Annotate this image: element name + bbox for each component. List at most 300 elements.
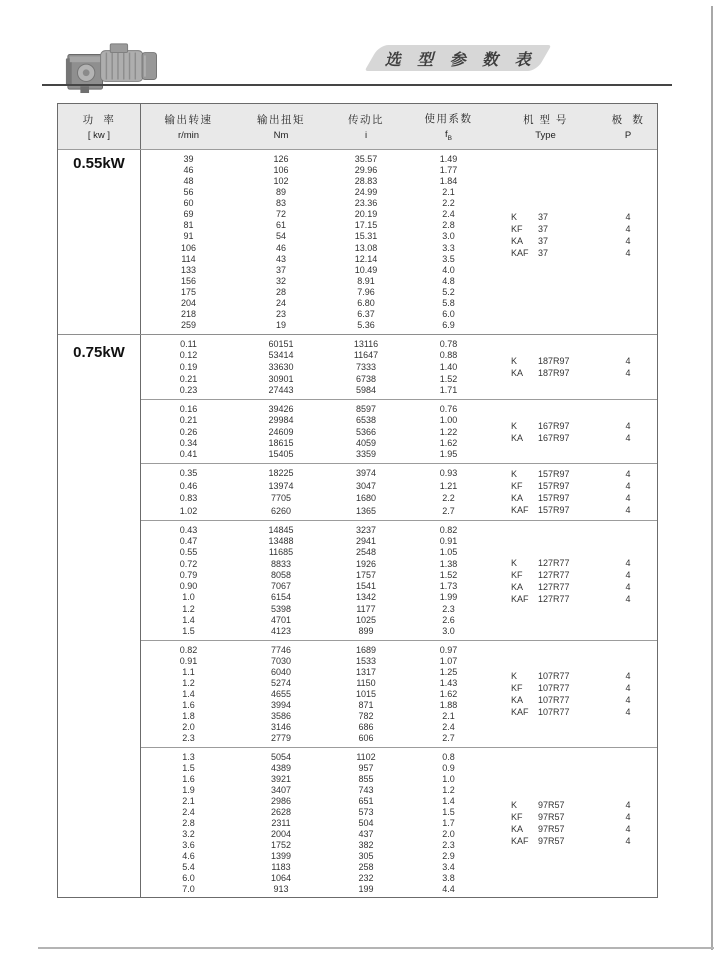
output-torque-value: 4701	[270, 615, 292, 626]
service-factor-value: 1.71	[439, 385, 458, 396]
output-torque-value: 126	[273, 153, 289, 164]
header-poles: 极 数 P	[611, 114, 645, 141]
service-factor-value: 4.8	[442, 275, 455, 286]
page-edge-line-bottom	[38, 947, 714, 949]
output-torque-value: 18225	[268, 468, 294, 479]
output-torque-value: 1064	[270, 872, 292, 883]
model-types-block	[491, 335, 656, 399]
service-factor-value: 0.9	[442, 762, 455, 773]
table-body	[58, 150, 657, 897]
gear-motor-photo	[64, 38, 170, 96]
service-factor-value: 4.4	[442, 883, 455, 894]
service-factor-value: 2.3	[442, 839, 455, 850]
output-torque-value: 4123	[270, 626, 292, 637]
ratio-value: 2941	[355, 535, 377, 546]
output-speed-value: 0.90	[179, 581, 198, 592]
model-type-value: KA 37	[511, 236, 549, 246]
service-factor-value: 4.0	[442, 264, 455, 275]
output-speed-value: 1.2	[182, 603, 195, 614]
poles-value: 4	[625, 569, 631, 580]
output-torque-value: 5274	[270, 677, 292, 688]
model-types-block	[491, 400, 656, 463]
output-speed-value: 0.16	[179, 403, 198, 414]
output-speed-value: 0.41	[179, 449, 198, 460]
power-column-cell	[58, 335, 141, 897]
service-factor-value: 1.22	[439, 426, 458, 437]
poles-value: 4	[625, 581, 631, 592]
output-speed-value: 0.72	[179, 558, 198, 569]
service-factor-value: 2.7	[442, 733, 455, 744]
output-speed-value: 0.34	[179, 437, 198, 448]
model-type-row	[491, 670, 656, 682]
output-speed-value: 106	[180, 242, 197, 253]
ratio-value: 573	[358, 806, 374, 817]
selection-parameter-table	[57, 103, 658, 898]
output-torque-value: 4655	[270, 688, 292, 699]
output-torque-value: 18615	[268, 437, 294, 448]
service-factor-value: 2.2	[442, 493, 455, 504]
poles-value: 4	[625, 420, 631, 431]
power-rating-label: 0.55kW	[73, 155, 125, 172]
model-type-row	[491, 468, 656, 480]
power-rating-label: 0.75kW	[73, 344, 125, 361]
output-torque-value: 5054	[270, 751, 292, 762]
output-speed-value: 1.4	[182, 688, 195, 699]
model-type-row	[491, 492, 656, 504]
ratio-value: 504	[358, 817, 374, 828]
output-speed-value: 0.35	[179, 468, 198, 479]
output-torque-value: 11685	[268, 547, 294, 558]
ratio-value: 1689	[355, 644, 377, 655]
output-speed-value: 2.3	[182, 733, 195, 744]
service-factor-value: 2.3	[442, 603, 455, 614]
page-edge-line-right	[711, 6, 713, 950]
service-factor-value: 1.43	[439, 677, 458, 688]
model-type-value: KF 107R77	[511, 683, 570, 693]
service-factor-value: 1.84	[439, 175, 458, 186]
ratio-value: 20.19	[354, 209, 378, 220]
output-speed-value: 0.46	[179, 480, 198, 491]
model-type-row	[491, 694, 656, 706]
output-speed-value: 2.0	[182, 722, 195, 733]
poles-value: 4	[625, 469, 631, 479]
model-type-value: K 127R77	[511, 557, 570, 568]
service-factor-value: 1.0	[442, 773, 455, 784]
ratio-value: 7.96	[357, 287, 375, 298]
poles-value: 4	[625, 505, 631, 515]
ratio-value: 855	[358, 773, 374, 784]
poles-value: 4	[625, 707, 631, 717]
service-factor-value: 1.49	[439, 153, 458, 164]
output-speed-value: 1.5	[182, 626, 195, 637]
header-output-torque: 输出扭矩 Nm	[257, 114, 305, 141]
model-type-value: KAF 97R57	[511, 835, 565, 846]
ratio-value: 3974	[355, 468, 377, 479]
service-factor-value: 1.21	[439, 480, 458, 491]
model-type-row	[491, 480, 656, 492]
service-factor-value: 2.7	[442, 505, 455, 516]
model-type-row	[491, 682, 656, 694]
output-torque-value: 32	[275, 275, 286, 286]
poles-value: 4	[625, 823, 631, 834]
ratio-value: 957	[358, 762, 374, 773]
output-speed-value: 0.82	[179, 644, 198, 655]
ratio-value: 258	[358, 861, 374, 872]
model-type-row	[491, 367, 656, 379]
ratio-value: 651	[358, 795, 374, 806]
service-factor-value: 3.4	[442, 861, 455, 872]
model-type-value: KAF 37	[511, 248, 549, 258]
model-type-row	[491, 799, 656, 811]
output-speed-value: 91	[183, 231, 194, 242]
output-speed-value: 81	[183, 220, 194, 231]
output-torque-value: 3921	[270, 773, 292, 784]
ratio-value: 437	[358, 828, 374, 839]
header-power: 功 率 [ kw ]	[58, 104, 141, 149]
power-section	[58, 150, 657, 334]
page-title: 选 型 参 数 表	[385, 51, 537, 69]
output-torque-value: 6154	[270, 592, 292, 603]
model-types-block	[491, 464, 656, 520]
output-speed-value: 7.0	[182, 883, 195, 894]
service-factor-value: 1.95	[439, 449, 458, 460]
model-type-value: KA 157R97	[511, 493, 570, 503]
model-type-value: KAF 127R77	[511, 593, 570, 604]
ratio-value: 199	[358, 883, 374, 894]
service-factor-value: 2.1	[442, 186, 455, 197]
output-speed-value: 218	[180, 309, 197, 320]
model-type-value: K 97R57	[511, 799, 565, 810]
output-torque-value: 24	[275, 298, 286, 309]
output-torque-value: 3994	[270, 700, 292, 711]
output-speed-value: 133	[180, 264, 197, 275]
ratio-value: 6738	[355, 373, 377, 384]
output-torque-value: 19	[275, 320, 286, 331]
service-factor-value: 0.91	[439, 535, 458, 546]
gear-motor-illustration	[64, 38, 170, 96]
ratio-value: 1025	[355, 615, 377, 626]
ratio-value: 1342	[355, 592, 377, 603]
section-content	[141, 335, 657, 897]
ratio-value: 13116	[353, 338, 379, 349]
ratio-value: 606	[358, 733, 374, 744]
service-factor-value: 0.78	[439, 338, 458, 349]
service-factor-value: 0.8	[442, 751, 455, 762]
ratio-value: 6.37	[357, 309, 375, 320]
service-factor-value: 1.05	[439, 547, 458, 558]
output-torque-value: 28	[275, 287, 286, 298]
output-speed-value: 0.12	[179, 350, 198, 361]
gear-size-group	[141, 335, 657, 399]
poles-value: 4	[625, 212, 631, 222]
ratio-value: 6.80	[357, 298, 375, 309]
model-type-value: KF 37	[511, 224, 549, 234]
gear-size-group	[141, 641, 657, 747]
ratio-value: 8.91	[357, 275, 375, 286]
ratio-value: 1757	[355, 569, 377, 580]
output-torque-value: 3407	[270, 784, 292, 795]
ratio-value: 6538	[355, 415, 377, 426]
model-type-value: KA 187R97	[511, 368, 570, 378]
ratio-value: 899	[358, 626, 374, 637]
ratio-value: 35.57	[354, 153, 378, 164]
model-type-row	[491, 504, 656, 516]
service-factor-value: 1.88	[439, 700, 458, 711]
service-factor-value: 1.7	[442, 817, 455, 828]
service-factor-value: 2.0	[442, 828, 455, 839]
output-speed-value: 3.6	[182, 839, 195, 850]
output-torque-value: 6260	[270, 505, 292, 516]
output-speed-value: 1.5	[182, 762, 195, 773]
ratio-value: 7333	[355, 362, 377, 372]
output-speed-value: 0.43	[179, 524, 198, 535]
service-factor-value: 0.97	[439, 644, 458, 655]
ratio-value: 686	[358, 722, 374, 733]
service-factor-value: 1.77	[439, 164, 458, 175]
ratio-value: 3047	[355, 480, 377, 491]
service-factor-value: 1.62	[439, 437, 458, 448]
model-type-value: K 187R97	[511, 356, 570, 366]
output-torque-value: 30901	[268, 373, 294, 384]
output-torque-value: 8058	[270, 569, 292, 580]
output-torque-value: 2779	[270, 733, 292, 744]
output-speed-value: 1.0	[182, 592, 195, 603]
output-torque-value: 13974	[268, 480, 294, 491]
output-speed-value: 60	[183, 198, 194, 209]
model-type-row	[491, 235, 656, 247]
output-speed-value: 1.02	[179, 505, 198, 516]
poles-value: 4	[625, 493, 631, 503]
model-type-row	[491, 811, 656, 823]
service-factor-value: 1.00	[439, 415, 458, 426]
gear-size-group	[141, 748, 657, 897]
output-speed-value: 56	[183, 186, 194, 197]
output-torque-value: 5398	[270, 603, 292, 614]
ratio-value: 12.14	[354, 253, 378, 264]
service-factor-value: 2.9	[442, 850, 455, 861]
output-speed-value: 0.23	[179, 385, 198, 396]
model-type-value: KF 157R97	[511, 481, 570, 491]
model-type-value: KAF 107R77	[511, 707, 570, 717]
output-speed-value: 1.9	[182, 784, 195, 795]
output-torque-value: 15405	[268, 449, 294, 460]
output-torque-value: 14845	[268, 524, 294, 535]
model-type-value: KAF 157R97	[511, 505, 570, 515]
model-type-value: K 167R97	[511, 420, 570, 431]
output-torque-value: 7705	[270, 493, 292, 504]
ratio-value: 29.96	[354, 164, 378, 175]
ratio-value: 743	[358, 784, 374, 795]
poles-value: 4	[625, 557, 631, 568]
ratio-value: 1926	[355, 558, 377, 569]
poles-value: 4	[625, 356, 631, 366]
output-torque-value: 3146	[270, 722, 292, 733]
poles-value: 4	[625, 224, 631, 234]
ratio-value: 305	[358, 850, 374, 861]
ratio-value: 2548	[355, 547, 377, 558]
output-torque-value: 2004	[270, 828, 292, 839]
ratio-value: 28.83	[354, 175, 378, 186]
output-speed-value: 1.3	[182, 751, 195, 762]
model-type-row	[491, 823, 656, 835]
gear-size-group	[141, 464, 657, 520]
poles-value: 4	[625, 248, 631, 258]
ratio-value: 5984	[355, 385, 377, 396]
output-speed-value: 1.6	[182, 700, 195, 711]
section-title-banner	[364, 45, 551, 71]
model-type-row	[491, 557, 656, 569]
model-types-block	[491, 143, 656, 327]
output-torque-value: 72	[275, 209, 286, 220]
output-torque-value: 1183	[271, 861, 291, 872]
ratio-value: 1533	[355, 655, 377, 666]
service-factor-value: 3.3	[442, 242, 455, 253]
output-torque-value: 2628	[270, 806, 292, 817]
model-type-row	[491, 593, 656, 605]
ratio-value: 1541	[355, 581, 377, 592]
output-torque-value: 106	[273, 164, 289, 175]
service-factor-value: 2.6	[442, 615, 455, 626]
ratio-value: 4059	[355, 437, 377, 448]
service-factor-value: 1.5	[442, 806, 455, 817]
service-factor-value: 1.52	[439, 569, 458, 580]
output-torque-value: 913	[273, 883, 289, 894]
model-type-value: KF 127R77	[511, 569, 570, 580]
ratio-value: 1177	[356, 603, 376, 614]
ratio-value: 1015	[355, 688, 377, 699]
output-torque-value: 24609	[268, 426, 294, 437]
output-torque-value: 2311	[271, 817, 291, 828]
ratio-value: 1102	[356, 751, 376, 762]
header-ratio: 传动比 i	[348, 114, 384, 141]
output-speed-value: 0.26	[179, 426, 198, 437]
poles-value: 4	[625, 432, 631, 443]
header-divider-rule	[42, 84, 672, 86]
ratio-value: 1365	[355, 505, 377, 516]
output-torque-value: 13488	[268, 535, 294, 546]
output-speed-value: 0.79	[179, 569, 198, 580]
service-factor-value: 1.07	[439, 655, 458, 666]
service-factor-value: 0.76	[439, 403, 458, 414]
ratio-value: 1317	[355, 666, 377, 677]
service-factor-value: 3.8	[442, 872, 455, 883]
gear-size-group	[141, 521, 657, 640]
service-factor-value: 2.4	[442, 209, 455, 220]
output-speed-value: 4.6	[182, 850, 195, 861]
model-type-row	[491, 355, 656, 367]
output-torque-value: 7067	[270, 581, 292, 592]
service-factor-value: 0.88	[439, 350, 458, 361]
output-speed-value: 0.91	[179, 655, 198, 666]
output-torque-value: 1399	[270, 850, 292, 861]
ratio-value: 24.99	[354, 186, 378, 197]
model-type-value: KA 107R77	[511, 695, 570, 705]
output-speed-value: 156	[180, 275, 197, 286]
output-speed-value: 175	[180, 287, 197, 298]
output-speed-value: 0.21	[179, 373, 198, 384]
service-factor-value: 1.25	[439, 666, 458, 677]
service-factor-value: 1.2	[442, 784, 455, 795]
output-speed-value: 0.47	[179, 535, 198, 546]
output-speed-value: 69	[183, 209, 194, 220]
model-type-row	[491, 569, 656, 581]
model-type-value: KA 97R57	[511, 823, 565, 834]
ratio-value: 23.36	[354, 198, 378, 209]
header-service-factor: 使用系数 $f_B$	[424, 113, 473, 142]
ratio-value: 5366	[355, 426, 377, 437]
output-speed-value: 2.1	[182, 795, 195, 806]
ratio-value: 3237	[355, 524, 377, 535]
service-factor-value: 1.52	[439, 373, 458, 384]
output-speed-value: 48	[183, 175, 194, 186]
output-speed-value: 2.8	[182, 817, 195, 828]
output-torque-value: 37	[275, 264, 286, 275]
ratio-value: 3359	[355, 449, 377, 460]
output-speed-value: 6.0	[182, 872, 195, 883]
gear-size-group	[141, 150, 657, 334]
ratio-value: 17.15	[354, 220, 378, 231]
output-speed-value: 0.11	[180, 338, 197, 349]
output-torque-value: 6040	[270, 666, 292, 677]
poles-value: 4	[625, 683, 631, 693]
power-column-cell	[58, 150, 141, 334]
output-torque-value: 54	[275, 231, 286, 242]
ratio-value: 382	[358, 839, 374, 850]
model-type-value: KA 167R97	[511, 432, 570, 443]
output-speed-value: 0.83	[179, 493, 198, 504]
output-speed-value: 46	[183, 164, 194, 175]
output-torque-value: 27443	[268, 385, 294, 396]
output-speed-value: 1.6	[182, 773, 195, 784]
output-torque-value: 7746	[270, 644, 292, 655]
poles-value: 4	[625, 593, 631, 604]
service-factor-value: 1.62	[439, 688, 458, 699]
output-speed-value: 204	[180, 298, 197, 309]
output-torque-value: 2986	[270, 795, 292, 806]
model-type-row	[491, 420, 656, 432]
output-torque-value: 43	[275, 253, 286, 264]
model-types-block	[491, 748, 656, 897]
service-factor-value: 2.2	[442, 198, 455, 209]
ratio-value: 782	[358, 711, 374, 722]
output-torque-value: 102	[273, 175, 289, 186]
ratio-value: 13.08	[354, 242, 378, 253]
output-torque-value: 39426	[268, 403, 294, 414]
model-type-row	[491, 432, 656, 444]
ratio-value: 10.49	[354, 264, 378, 275]
output-torque-value: 89	[275, 186, 286, 197]
poles-value: 4	[625, 695, 631, 705]
model-type-value: KF 97R57	[511, 811, 565, 822]
model-types-block	[491, 521, 656, 640]
service-factor-value: 6.0	[442, 309, 455, 320]
output-torque-value: 53414	[268, 350, 294, 361]
service-factor-value: 3.0	[442, 626, 455, 637]
ratio-value: 871	[358, 700, 374, 711]
service-factor-value: 1.38	[439, 558, 458, 569]
output-speed-value: 1.1	[182, 666, 195, 677]
output-speed-value: 2.4	[182, 806, 195, 817]
poles-value: 4	[625, 236, 631, 246]
output-speed-value: 0.55	[179, 547, 198, 558]
poles-value: 4	[625, 481, 631, 491]
section-content	[141, 150, 657, 334]
ratio-value: 1150	[356, 677, 376, 688]
service-factor-value: 5.8	[442, 298, 455, 309]
ratio-value: 5.36	[357, 320, 375, 331]
service-factor-value: 1.99	[439, 592, 458, 603]
model-type-row	[491, 581, 656, 593]
